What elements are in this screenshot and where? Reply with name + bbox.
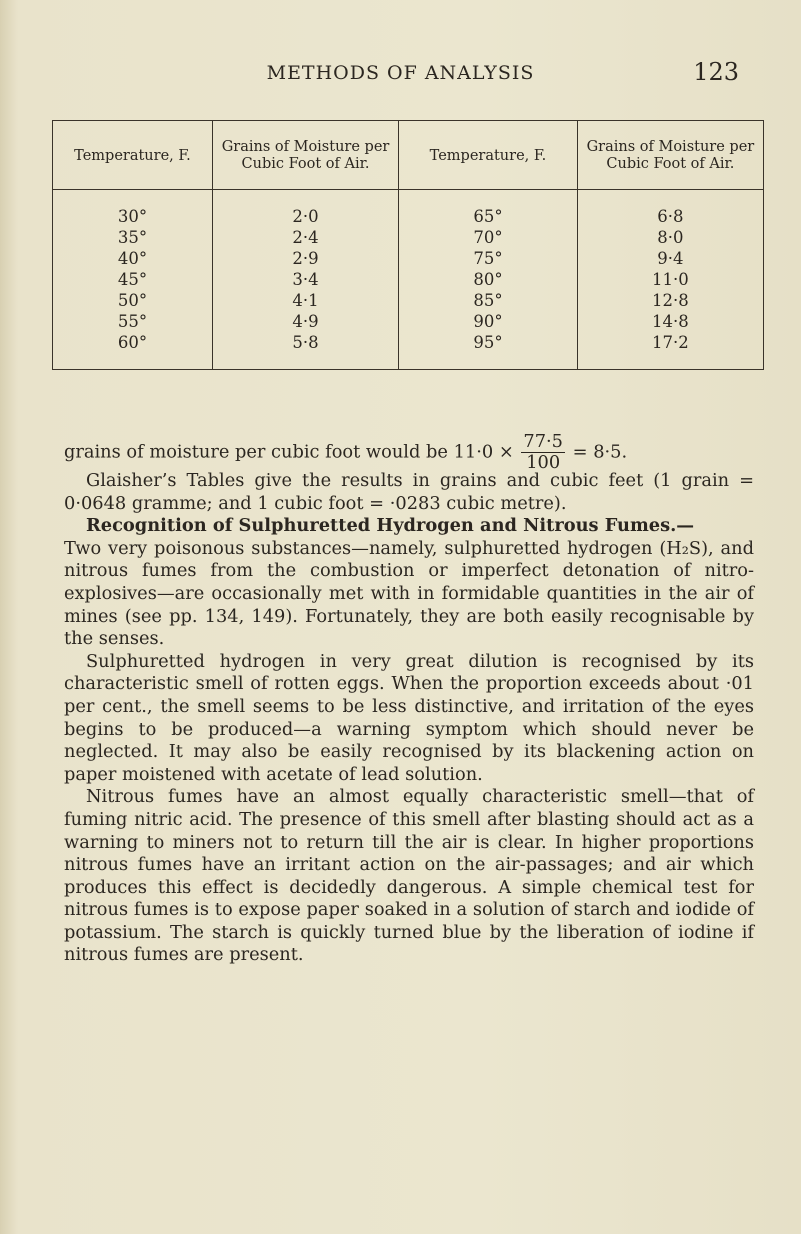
table-cell: 11·0 (577, 269, 763, 290)
section-text: Two very poisonous substances—namely, sulphuretted hydrogen (H₂S), and nitrous fumes from the combustion or imperfect detonation of nitro-explosives—are occasionally met with in formidable quantities in the air of mines (see pp. 134, 149). Fortunately, they are both easily recognisable by the senses. (64, 537, 754, 650)
table-cell: 6·8 (577, 190, 763, 228)
table-cell: 2·9 (212, 248, 398, 269)
calculation-line (64, 410, 754, 473)
column-header-grains-1: Grains of Moisture per Cubic Foot of Air. (212, 121, 398, 190)
table-cell: 2·4 (212, 227, 398, 248)
table-cell: 40° (117, 249, 148, 268)
nitrous-fumes-paragraph: Nitrous fumes have an almost equally characteristic smell—that of fuming nitric acid. The presence of this smell after blasting should act as a warning to miners not to return till the air is clear. In higher proportions nitrous fumes have an irritant action on the air-passages; and air which produces this effect is decidedly dangerous. A simple chemical test for nitrous fumes is to expose paper soaked in a solution of starch and iodide of potassium. The starch is quickly turned blue by the liberation of iodine if nitrous fumes are present. (64, 786, 754, 966)
calc-prefix: grains of moisture per cubic foot would be 11·0 × (64, 441, 514, 463)
table-row (53, 332, 764, 370)
table-row (53, 190, 764, 228)
table-cell: 3·4 (212, 269, 398, 290)
table-cell: 75° (399, 248, 578, 269)
table-cell: 4·9 (212, 311, 398, 332)
table-cell: 80° (399, 269, 578, 290)
table-row (53, 227, 764, 248)
table-cell: 60° (117, 333, 148, 352)
table-cell: 2·0 (212, 190, 398, 228)
table-cell: 14·8 (577, 311, 763, 332)
column-header-grains-2: Grains of Moisture per Cubic Foot of Air. (577, 121, 763, 190)
table-cell: 17·2 (577, 332, 763, 370)
glaisher-paragraph: Glaisher’s Tables give the results in grains and cubic feet (1 grain = 0·0648 gramme; and 1 cubic foot = ·0283 cubic metre). (64, 470, 754, 514)
column-header-temperature-1: Temperature, F. (53, 121, 213, 190)
column-header-temperature-2: Temperature, F. (399, 121, 578, 190)
page-number: 123 (693, 58, 739, 86)
table-cell: 45° (117, 270, 148, 289)
body-text (64, 410, 754, 967)
table-cell: 95° (399, 332, 578, 370)
table-cell: 4·1 (212, 290, 398, 311)
page-header (0, 58, 801, 92)
fraction-numerator: 77·5 (523, 431, 563, 452)
moisture-table (52, 120, 764, 370)
fraction (521, 432, 565, 473)
table-cell: 90° (399, 311, 578, 332)
sulphuretted-hydrogen-paragraph: Sulphuretted hydrogen in very great dilution is recognised by its characteristic smell of rotten eggs. When the proportion exceeds about ·01 per cent., the smell seems to be less distinctive, and irritation of the eyes begins to be produced—a warning symptom which should never be neglected. It may also be easily recognised by its blackening action on paper moistened with acetate of lead solution. (64, 650, 754, 785)
table-header-row (53, 121, 764, 190)
fraction-denominator: 100 (526, 452, 561, 473)
table-cell: 85° (399, 290, 578, 311)
table-row (53, 269, 764, 290)
table-row (53, 290, 764, 311)
table-cell: 50° (117, 291, 148, 310)
section-heading: Recognition of Sulphuretted Hydrogen and Nitrous Fumes.— (86, 515, 695, 537)
table-row (53, 248, 764, 269)
calc-result: = 8·5. (572, 441, 628, 463)
table-cell: 70° (399, 227, 578, 248)
table-row (53, 311, 764, 332)
table-cell: 35° (117, 228, 148, 247)
table-cell: 12·8 (577, 290, 763, 311)
table-cell: 9·4 (577, 248, 763, 269)
recognition-paragraph (64, 515, 754, 651)
table-cell: 8·0 (577, 227, 763, 248)
table-cell: 5·8 (212, 332, 398, 370)
table-cell: 65° (399, 190, 578, 228)
table-cell: 30° (117, 207, 148, 226)
running-head: METHODS OF ANALYSIS (266, 62, 535, 84)
table-cell: 55° (117, 312, 148, 331)
